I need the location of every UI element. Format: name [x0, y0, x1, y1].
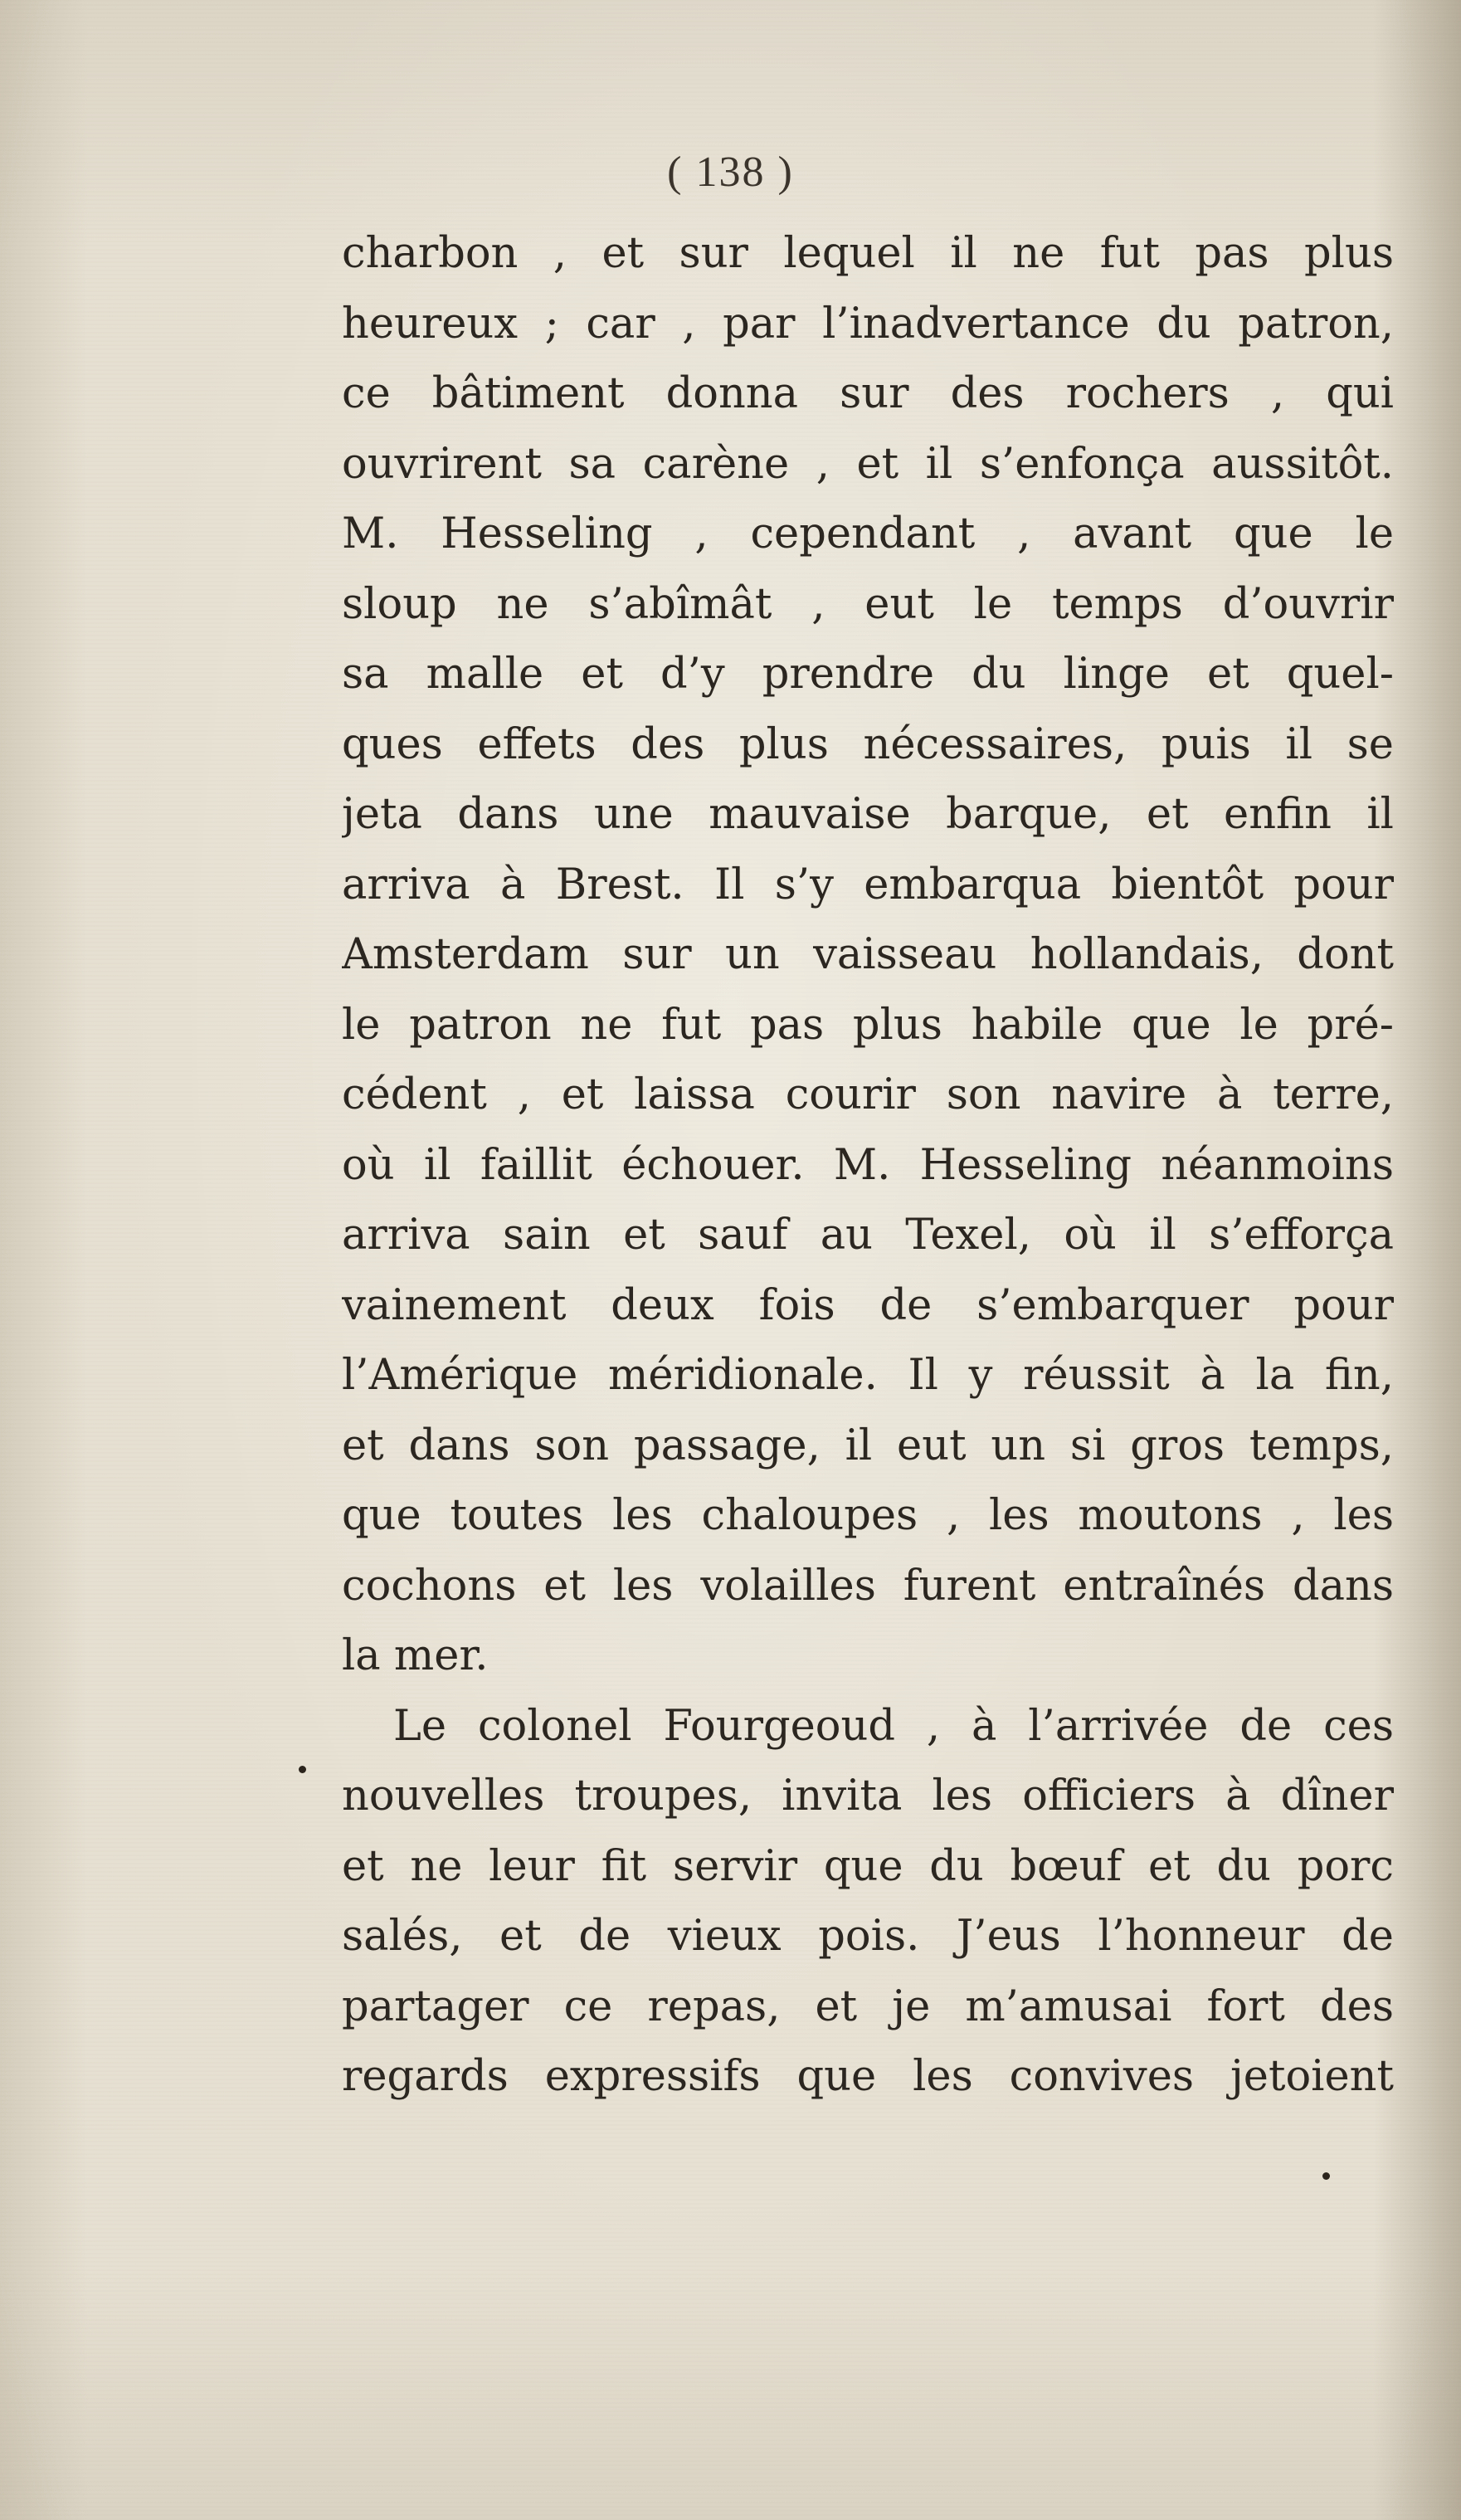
paragraph: [342, 1692, 1394, 2113]
text-line: cédent , et laissa courir son navire à terre,: [342, 1070, 1394, 1119]
text-line: ouvrirent sa carène , et il s’enfonça aussitôt.: [342, 439, 1394, 489]
text-line: heureux ; car , par l’inadvertance du patron,: [342, 299, 1394, 349]
ink-speck: [299, 1766, 306, 1773]
text-line: cochons et les volailles furent entraînés dans: [342, 1561, 1394, 1611]
text-block: [342, 219, 1394, 2113]
text-line: partager ce repas, et je m’amusai fort des: [342, 1981, 1394, 2031]
text-line: nouvelles troupes, invita les officiers à dîner: [342, 1772, 1394, 1821]
text-line: et dans son passage, il eut un si gros temps,: [342, 1421, 1394, 1470]
text-line: Amsterdam sur un vaisseau hollandais, dont: [342, 930, 1394, 979]
text-line: l’Amérique méridionale. Il y réussit à la fin,: [342, 1351, 1394, 1400]
text-line: regards expressifs que les convives jetoient: [342, 2052, 1394, 2101]
page-number: ( 138 ): [667, 149, 794, 196]
text-line: que toutes les chaloupes , les moutons , les: [342, 1491, 1394, 1540]
text-line: sloup ne s’abîmât , eut le temps d’ouvrir: [342, 579, 1394, 629]
text-line: ques effets des plus nécessaires, puis il se: [342, 719, 1394, 769]
paragraph: [342, 219, 1394, 1692]
text-line: ce bâtiment donna sur des rochers , qui: [342, 369, 1394, 418]
text-line: la mer.: [342, 1631, 489, 1680]
text-line: M. Hesseling , cependant , avant que le: [342, 509, 1394, 558]
text-line: vainement deux fois de s’embarquer pour: [342, 1280, 1394, 1330]
text-line: charbon , et sur lequel il ne fut pas plus: [342, 229, 1394, 278]
text-line: sa malle et d’y prendre du linge et quel-: [342, 650, 1394, 699]
text-line: et ne leur fit servir que du bœuf et du porc: [342, 1841, 1394, 1891]
text-line: le patron ne fut pas plus habile que le pré-: [342, 1000, 1394, 1050]
text-line: où il faillit échouer. M. Hesseling néanmoins: [342, 1140, 1394, 1190]
text-line: arriva à Brest. Il s’y embarqua bientôt pour: [342, 860, 1394, 909]
ink-speck: [1322, 2172, 1330, 2180]
text-line: jeta dans une mauvaise barque, et enfin il: [342, 790, 1394, 839]
text-line: Le colonel Fourgeoud , à l’arrivée de ces: [393, 1701, 1394, 1751]
text-line: arriva sain et sauf au Texel, où il s’efforça: [342, 1211, 1394, 1260]
text-line: salés, et de vieux pois. J’eus l’honneur de: [342, 1912, 1394, 1961]
